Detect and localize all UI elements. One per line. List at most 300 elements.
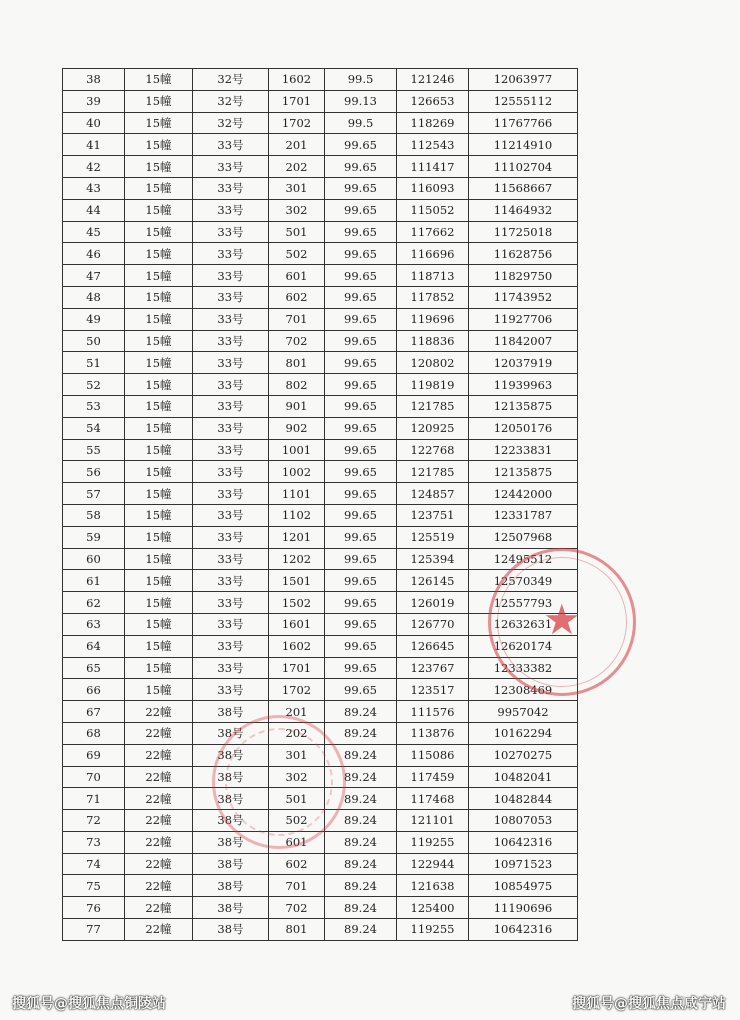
row-number-cell: 38 — [63, 69, 125, 91]
area-cell: 99.65 — [325, 177, 397, 199]
building-cell: 15幢 — [125, 461, 193, 483]
row-number-cell: 39 — [63, 90, 125, 112]
unit-price-cell: 121785 — [397, 461, 469, 483]
unit-cell: 33号 — [193, 265, 269, 287]
unit-cell: 33号 — [193, 483, 269, 505]
total-price-cell: 11743952 — [469, 286, 578, 308]
table-row — [63, 897, 578, 919]
unit-cell: 38号 — [193, 722, 269, 744]
area-cell: 99.65 — [325, 613, 397, 635]
row-number-cell: 65 — [63, 657, 125, 679]
area-cell: 99.13 — [325, 90, 397, 112]
unit-cell: 33号 — [193, 308, 269, 330]
area-cell: 99.65 — [325, 330, 397, 352]
row-number-cell: 76 — [63, 897, 125, 919]
unit-price-cell: 117459 — [397, 766, 469, 788]
table-row — [63, 766, 578, 788]
unit-cell: 33号 — [193, 286, 269, 308]
room-cell: 1202 — [269, 548, 325, 570]
row-number-cell: 73 — [63, 831, 125, 853]
area-cell: 99.65 — [325, 308, 397, 330]
area-cell: 99.65 — [325, 657, 397, 679]
area-cell: 99.65 — [325, 156, 397, 178]
unit-price-cell: 121785 — [397, 395, 469, 417]
total-price-cell: 11829750 — [469, 265, 578, 287]
unit-cell: 38号 — [193, 919, 269, 941]
unit-price-cell: 119255 — [397, 831, 469, 853]
building-cell: 15幢 — [125, 90, 193, 112]
building-cell: 22幢 — [125, 788, 193, 810]
building-cell: 15幢 — [125, 657, 193, 679]
unit-cell: 38号 — [193, 875, 269, 897]
unit-price-cell: 126019 — [397, 592, 469, 614]
row-number-cell: 60 — [63, 548, 125, 570]
total-price-cell: 11568667 — [469, 177, 578, 199]
area-cell: 99.65 — [325, 679, 397, 701]
unit-price-cell: 119819 — [397, 374, 469, 396]
room-cell: 701 — [269, 875, 325, 897]
row-number-cell: 49 — [63, 308, 125, 330]
area-cell: 99.65 — [325, 548, 397, 570]
row-number-cell: 58 — [63, 504, 125, 526]
building-cell: 15幢 — [125, 243, 193, 265]
row-number-cell: 77 — [63, 919, 125, 941]
table-row — [63, 395, 578, 417]
unit-cell: 38号 — [193, 701, 269, 723]
room-cell: 601 — [269, 831, 325, 853]
unit-price-cell: 115052 — [397, 199, 469, 221]
total-price-cell: 12233831 — [469, 439, 578, 461]
area-cell: 99.65 — [325, 461, 397, 483]
unit-cell: 33号 — [193, 134, 269, 156]
room-cell: 1602 — [269, 635, 325, 657]
total-price-cell: 11767766 — [469, 112, 578, 134]
unit-cell: 38号 — [193, 744, 269, 766]
table-row — [63, 875, 578, 897]
unit-cell: 33号 — [193, 613, 269, 635]
room-cell: 201 — [269, 701, 325, 723]
building-cell: 15幢 — [125, 374, 193, 396]
room-cell: 501 — [269, 221, 325, 243]
building-cell: 22幢 — [125, 810, 193, 832]
total-price-cell: 10642316 — [469, 919, 578, 941]
unit-cell: 38号 — [193, 897, 269, 919]
unit-price-cell: 123767 — [397, 657, 469, 679]
table-row — [63, 243, 578, 265]
room-cell: 1701 — [269, 657, 325, 679]
row-number-cell: 66 — [63, 679, 125, 701]
room-cell: 801 — [269, 352, 325, 374]
table-row — [63, 570, 578, 592]
room-cell: 1502 — [269, 592, 325, 614]
building-cell: 22幢 — [125, 701, 193, 723]
unit-cell: 33号 — [193, 526, 269, 548]
price-table — [62, 68, 578, 941]
area-cell: 89.24 — [325, 919, 397, 941]
row-number-cell: 43 — [63, 177, 125, 199]
unit-price-cell: 118836 — [397, 330, 469, 352]
building-cell: 15幢 — [125, 308, 193, 330]
table-row — [63, 308, 578, 330]
room-cell: 702 — [269, 330, 325, 352]
room-cell: 1501 — [269, 570, 325, 592]
area-cell: 99.65 — [325, 483, 397, 505]
unit-price-cell: 122944 — [397, 853, 469, 875]
room-cell: 1102 — [269, 504, 325, 526]
area-cell: 89.24 — [325, 810, 397, 832]
row-number-cell: 57 — [63, 483, 125, 505]
total-price-cell: 9957042 — [469, 701, 578, 723]
row-number-cell: 46 — [63, 243, 125, 265]
area-cell: 99.65 — [325, 395, 397, 417]
total-price-cell: 10971523 — [469, 853, 578, 875]
unit-price-cell: 116093 — [397, 177, 469, 199]
table-row — [63, 352, 578, 374]
room-cell: 1101 — [269, 483, 325, 505]
building-cell: 22幢 — [125, 744, 193, 766]
building-cell: 22幢 — [125, 897, 193, 919]
building-cell: 15幢 — [125, 504, 193, 526]
building-cell: 15幢 — [125, 635, 193, 657]
table-row — [63, 744, 578, 766]
total-price-cell: 10162294 — [469, 722, 578, 744]
row-number-cell: 67 — [63, 701, 125, 723]
building-cell: 15幢 — [125, 199, 193, 221]
unit-price-cell: 120802 — [397, 352, 469, 374]
unit-cell: 33号 — [193, 679, 269, 701]
room-cell: 701 — [269, 308, 325, 330]
table-row — [63, 112, 578, 134]
building-cell: 15幢 — [125, 286, 193, 308]
unit-price-cell: 122768 — [397, 439, 469, 461]
building-cell: 15幢 — [125, 177, 193, 199]
area-cell: 99.65 — [325, 221, 397, 243]
area-cell: 99.5 — [325, 112, 397, 134]
total-price-cell: 11628756 — [469, 243, 578, 265]
unit-cell: 33号 — [193, 330, 269, 352]
total-price-cell: 10482844 — [469, 788, 578, 810]
table-row — [63, 265, 578, 287]
unit-cell: 33号 — [193, 243, 269, 265]
room-cell: 302 — [269, 766, 325, 788]
total-price-cell: 11725018 — [469, 221, 578, 243]
unit-price-cell: 115086 — [397, 744, 469, 766]
unit-cell: 32号 — [193, 90, 269, 112]
area-cell: 99.65 — [325, 134, 397, 156]
unit-cell: 33号 — [193, 177, 269, 199]
total-price-cell: 11102704 — [469, 156, 578, 178]
total-price-cell: 12037919 — [469, 352, 578, 374]
unit-price-cell: 125394 — [397, 548, 469, 570]
table-row — [63, 330, 578, 352]
total-price-cell: 11927706 — [469, 308, 578, 330]
unit-cell: 33号 — [193, 657, 269, 679]
room-cell: 301 — [269, 744, 325, 766]
building-cell: 15幢 — [125, 134, 193, 156]
total-price-cell: 12050176 — [469, 417, 578, 439]
table-row — [63, 374, 578, 396]
unit-cell: 33号 — [193, 352, 269, 374]
area-cell: 99.65 — [325, 417, 397, 439]
seal-star-icon: ★ — [543, 595, 581, 644]
row-number-cell: 72 — [63, 810, 125, 832]
unit-price-cell: 123751 — [397, 504, 469, 526]
unit-cell: 33号 — [193, 548, 269, 570]
area-cell: 89.24 — [325, 897, 397, 919]
unit-price-cell: 126645 — [397, 635, 469, 657]
table-row — [63, 90, 578, 112]
building-cell: 15幢 — [125, 526, 193, 548]
row-number-cell: 40 — [63, 112, 125, 134]
total-price-cell: 10854975 — [469, 875, 578, 897]
table-row — [63, 483, 578, 505]
row-number-cell: 45 — [63, 221, 125, 243]
room-cell: 502 — [269, 243, 325, 265]
unit-cell: 33号 — [193, 374, 269, 396]
unit-price-cell: 123517 — [397, 679, 469, 701]
area-cell: 89.24 — [325, 744, 397, 766]
building-cell: 15幢 — [125, 417, 193, 439]
unit-cell: 33号 — [193, 156, 269, 178]
unit-price-cell: 119696 — [397, 308, 469, 330]
row-number-cell: 62 — [63, 592, 125, 614]
building-cell: 15幢 — [125, 112, 193, 134]
table-row — [63, 156, 578, 178]
area-cell: 89.24 — [325, 701, 397, 723]
watermark-left: 搜狐号@搜狐焦点铜陵站 — [12, 996, 166, 1012]
total-price-cell: 12135875 — [469, 395, 578, 417]
room-cell: 1601 — [269, 613, 325, 635]
unit-price-cell: 111576 — [397, 701, 469, 723]
table-row — [63, 526, 578, 548]
table-row — [63, 788, 578, 810]
total-price-cell: 11214910 — [469, 134, 578, 156]
area-cell: 99.65 — [325, 199, 397, 221]
room-cell: 1702 — [269, 112, 325, 134]
row-number-cell: 74 — [63, 853, 125, 875]
building-cell: 15幢 — [125, 221, 193, 243]
unit-cell: 33号 — [193, 592, 269, 614]
table-row — [63, 679, 578, 701]
building-cell: 15幢 — [125, 570, 193, 592]
room-cell: 1602 — [269, 69, 325, 91]
row-number-cell: 55 — [63, 439, 125, 461]
row-number-cell: 48 — [63, 286, 125, 308]
room-cell: 201 — [269, 134, 325, 156]
table-row — [63, 417, 578, 439]
table-row — [63, 635, 578, 657]
row-number-cell: 75 — [63, 875, 125, 897]
building-cell: 15幢 — [125, 395, 193, 417]
area-cell: 99.65 — [325, 374, 397, 396]
row-number-cell: 59 — [63, 526, 125, 548]
unit-price-cell: 125400 — [397, 897, 469, 919]
building-cell: 22幢 — [125, 875, 193, 897]
unit-price-cell: 116696 — [397, 243, 469, 265]
unit-price-cell: 125519 — [397, 526, 469, 548]
row-number-cell: 64 — [63, 635, 125, 657]
building-cell: 15幢 — [125, 679, 193, 701]
table-row — [63, 810, 578, 832]
unit-cell: 33号 — [193, 221, 269, 243]
table-row — [63, 613, 578, 635]
total-price-cell: 11190696 — [469, 897, 578, 919]
building-cell: 15幢 — [125, 330, 193, 352]
row-number-cell: 69 — [63, 744, 125, 766]
table-row — [63, 657, 578, 679]
total-price-cell: 12442000 — [469, 483, 578, 505]
area-cell: 99.65 — [325, 504, 397, 526]
unit-cell: 33号 — [193, 199, 269, 221]
row-number-cell: 54 — [63, 417, 125, 439]
unit-price-cell: 119255 — [397, 919, 469, 941]
unit-cell: 38号 — [193, 810, 269, 832]
unit-cell: 38号 — [193, 788, 269, 810]
room-cell: 901 — [269, 395, 325, 417]
area-cell: 89.24 — [325, 875, 397, 897]
total-price-cell: 12632631 — [469, 613, 578, 635]
table-row — [63, 461, 578, 483]
total-price-cell: 12331787 — [469, 504, 578, 526]
row-number-cell: 56 — [63, 461, 125, 483]
building-cell: 15幢 — [125, 483, 193, 505]
table-row — [63, 177, 578, 199]
table-row — [63, 286, 578, 308]
row-number-cell: 52 — [63, 374, 125, 396]
room-cell: 502 — [269, 810, 325, 832]
row-number-cell: 50 — [63, 330, 125, 352]
total-price-cell: 12570349 — [469, 570, 578, 592]
row-number-cell: 70 — [63, 766, 125, 788]
building-cell: 15幢 — [125, 265, 193, 287]
table-row — [63, 199, 578, 221]
unit-price-cell: 121638 — [397, 875, 469, 897]
table-row — [63, 69, 578, 91]
row-number-cell: 63 — [63, 613, 125, 635]
row-number-cell: 68 — [63, 722, 125, 744]
area-cell: 99.65 — [325, 352, 397, 374]
unit-cell: 32号 — [193, 69, 269, 91]
table-row — [63, 548, 578, 570]
area-cell: 99.65 — [325, 286, 397, 308]
building-cell: 22幢 — [125, 831, 193, 853]
row-number-cell: 53 — [63, 395, 125, 417]
total-price-cell: 12308469 — [469, 679, 578, 701]
unit-price-cell: 118713 — [397, 265, 469, 287]
unit-cell: 33号 — [193, 504, 269, 526]
room-cell: 602 — [269, 286, 325, 308]
area-cell: 99.65 — [325, 592, 397, 614]
building-cell: 22幢 — [125, 853, 193, 875]
total-price-cell: 12620174 — [469, 635, 578, 657]
unit-price-cell: 118269 — [397, 112, 469, 134]
unit-price-cell: 121246 — [397, 69, 469, 91]
area-cell: 99.5 — [325, 69, 397, 91]
building-cell: 15幢 — [125, 156, 193, 178]
room-cell: 1201 — [269, 526, 325, 548]
unit-cell: 33号 — [193, 461, 269, 483]
room-cell: 301 — [269, 177, 325, 199]
table-row — [63, 722, 578, 744]
unit-cell: 38号 — [193, 853, 269, 875]
unit-cell: 33号 — [193, 395, 269, 417]
table-row — [63, 504, 578, 526]
room-cell: 802 — [269, 374, 325, 396]
unit-cell: 33号 — [193, 635, 269, 657]
total-price-cell: 11939963 — [469, 374, 578, 396]
unit-cell: 32号 — [193, 112, 269, 134]
room-cell: 202 — [269, 156, 325, 178]
area-cell: 99.65 — [325, 243, 397, 265]
area-cell: 99.65 — [325, 526, 397, 548]
table-row — [63, 701, 578, 723]
building-cell: 15幢 — [125, 69, 193, 91]
unit-price-cell: 117852 — [397, 286, 469, 308]
area-cell: 99.65 — [325, 635, 397, 657]
row-number-cell: 41 — [63, 134, 125, 156]
unit-price-cell: 126770 — [397, 613, 469, 635]
table-row — [63, 134, 578, 156]
building-cell: 22幢 — [125, 766, 193, 788]
total-price-cell: 12135875 — [469, 461, 578, 483]
building-cell: 15幢 — [125, 592, 193, 614]
table-row — [63, 439, 578, 461]
total-price-cell: 12495512 — [469, 548, 578, 570]
room-cell: 202 — [269, 722, 325, 744]
room-cell: 1701 — [269, 90, 325, 112]
room-cell: 702 — [269, 897, 325, 919]
room-cell: 601 — [269, 265, 325, 287]
row-number-cell: 44 — [63, 199, 125, 221]
area-cell: 99.65 — [325, 265, 397, 287]
total-price-cell: 11842007 — [469, 330, 578, 352]
table-row — [63, 919, 578, 941]
building-cell: 15幢 — [125, 352, 193, 374]
total-price-cell: 10807053 — [469, 810, 578, 832]
area-cell: 89.24 — [325, 831, 397, 853]
area-cell: 99.65 — [325, 439, 397, 461]
room-cell: 902 — [269, 417, 325, 439]
room-cell: 501 — [269, 788, 325, 810]
room-cell: 801 — [269, 919, 325, 941]
table-row — [63, 853, 578, 875]
unit-price-cell: 120925 — [397, 417, 469, 439]
building-cell: 15幢 — [125, 613, 193, 635]
area-cell: 89.24 — [325, 788, 397, 810]
unit-cell: 33号 — [193, 439, 269, 461]
room-cell: 602 — [269, 853, 325, 875]
total-price-cell: 12063977 — [469, 69, 578, 91]
total-price-cell: 12557793 — [469, 592, 578, 614]
total-price-cell: 11464932 — [469, 199, 578, 221]
building-cell: 15幢 — [125, 439, 193, 461]
unit-price-cell: 121101 — [397, 810, 469, 832]
unit-price-cell: 117468 — [397, 788, 469, 810]
area-cell: 99.65 — [325, 570, 397, 592]
table-row — [63, 592, 578, 614]
total-price-cell: 10642316 — [469, 831, 578, 853]
unit-price-cell: 124857 — [397, 483, 469, 505]
unit-price-cell: 112543 — [397, 134, 469, 156]
total-price-cell: 12507968 — [469, 526, 578, 548]
price-table-body — [63, 69, 578, 941]
area-cell: 89.24 — [325, 853, 397, 875]
area-cell: 89.24 — [325, 722, 397, 744]
total-price-cell: 12333382 — [469, 657, 578, 679]
total-price-cell: 12555112 — [469, 90, 578, 112]
row-number-cell: 51 — [63, 352, 125, 374]
building-cell: 22幢 — [125, 722, 193, 744]
